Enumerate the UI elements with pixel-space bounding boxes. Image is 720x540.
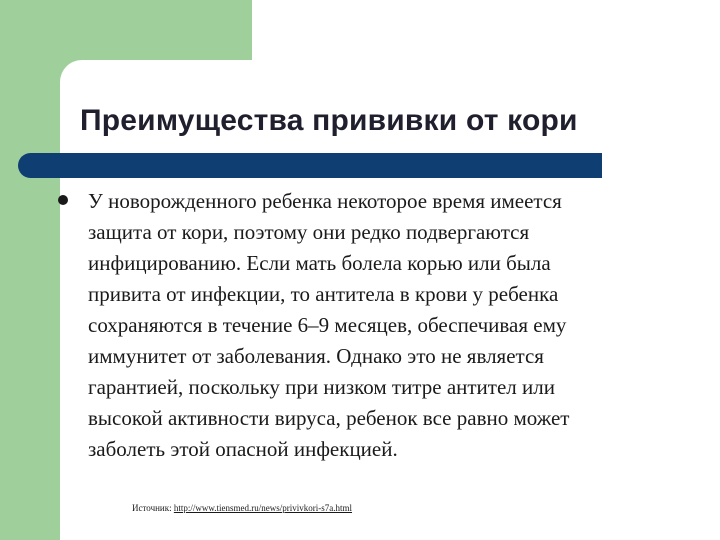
body-line: заболеть этой опасной инфекцией. <box>88 437 398 461</box>
body-line: защита от кори, поэтому они редко подвергаются <box>88 220 530 244</box>
slide-title: Преимущества прививки от кори <box>80 104 578 137</box>
source-label: Источник: <box>132 503 172 513</box>
bullet-icon <box>58 195 68 205</box>
source-note <box>132 503 352 513</box>
body-line: сохраняются в течение 6–9 месяцев, обеспечивая ему <box>88 313 567 337</box>
body-line: высокой активности вируса, ребенок все равно может <box>88 406 570 430</box>
source-link[interactable]: http://www.tiensmed.ru/news/privivkori-s7a.html <box>173 503 353 513</box>
body-line: гарантией, поскольку при низком титре антител или <box>88 375 555 399</box>
title-underline-bar <box>18 153 602 178</box>
body-line: иммунитет от заболевания. Однако это не является <box>88 344 544 368</box>
body-line: инфицированию. Если мать болела корью или была <box>88 251 551 275</box>
bullet-text <box>88 186 700 465</box>
body-line: привита от инфекции, то антитела в крови у ребенка <box>88 282 559 306</box>
body-line: У новорожденного ребенка некоторое время имеется <box>88 189 562 213</box>
